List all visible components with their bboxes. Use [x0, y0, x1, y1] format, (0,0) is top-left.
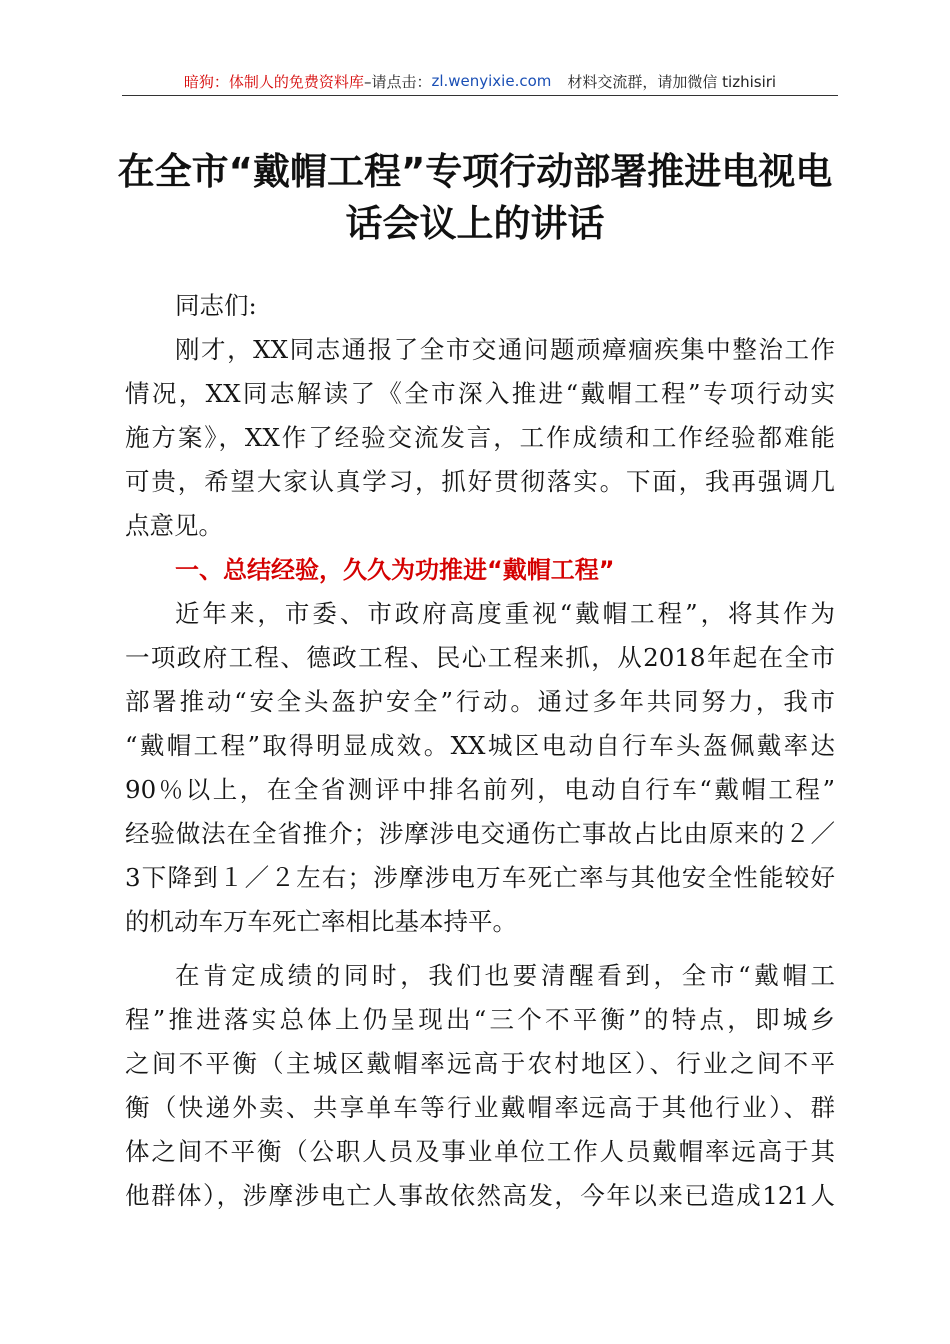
paragraph-line: 3下降到１／２左右；涉摩涉电万车死亡率与其他安全性能较好 [125, 863, 835, 892]
paragraph-line: 程”推进落实总体上仍呈现出“三个不平衡”的特点，即城乡 [125, 1005, 835, 1034]
paragraph-1 [125, 328, 835, 548]
header-wechat-note: 材料交流群，请加微信 tizhisiri [567, 72, 777, 91]
paragraph-line: 经验做法在全省推介；涉摩涉电交通伤亡事故占比由原来的２／ [125, 819, 835, 848]
header-brand: 暗狗：体制人的免费资料库 [183, 72, 364, 91]
paragraph-line: 90％以上，在全省测评中排名前列，电动自行车“戴帽工程” [125, 775, 835, 804]
page-header [122, 68, 838, 94]
paragraph-line: 点意见。 [125, 511, 223, 540]
paragraph-line: 衡（快递外卖、共享单车等行业戴帽率远高于其他行业）、群 [125, 1093, 835, 1122]
paragraph-line: 部署推动“安全头盔护安全”行动。通过多年共同努力，我市 [125, 687, 835, 716]
title-line-2: 话会议上的讲话 [345, 202, 605, 245]
paragraph-line: 体之间不平衡（公职人员及事业单位工作人员戴帽率远高于其 [125, 1137, 835, 1166]
document-body [125, 284, 835, 1218]
paragraph-2 [125, 592, 835, 944]
paragraph-line: 的机动车万车死亡率相比基本持平。 [125, 907, 517, 936]
paragraph-line: 之间不平衡（主城区戴帽率远高于农村地区）、行业之间不平 [125, 1049, 835, 1078]
title-line-1: 在全市“戴帽工程”专项行动部署推进电视电 [117, 150, 833, 193]
paragraph-line: 情况，XX同志解读了《全市深入推进“戴帽工程”专项行动实 [125, 379, 835, 408]
header-url-link[interactable]: zl.wenyixie.com [431, 72, 552, 90]
paragraph-line: 刚才，XX同志通报了全市交通问题顽瘴痼疾集中整治工作 [175, 335, 835, 364]
paragraph-line: 近年来，市委、市政府高度重视“戴帽工程”，将其作为 [175, 599, 835, 628]
salutation: 同志们: [175, 291, 257, 320]
paragraph-line: 可贵，希望大家认真学习，抓好贯彻落实。下面，我再强调几 [125, 467, 835, 496]
paragraph-line: “戴帽工程”取得明显成效。XX城区电动自行车头盔佩戴率达 [125, 731, 835, 760]
section-heading-1: 一、总结经验，久久为功推进“戴帽工程” [175, 556, 615, 584]
header-click-prompt: –请点击： [363, 72, 432, 91]
paragraph-3 [125, 954, 835, 1218]
paragraph-spacer [125, 944, 835, 954]
paragraph-line: 在肯定成绩的同时，我们也要清醒看到，全市“戴帽工 [175, 961, 835, 990]
header-divider [122, 95, 838, 96]
paragraph-line: 他群体），涉摩涉电亡人事故依然高发，今年以来已造成121人 [125, 1181, 835, 1210]
paragraph-line: 一项政府工程、德政工程、民心工程来抓，从2018年起在全市 [125, 643, 835, 672]
paragraph-line: 施方案》，XX作了经验交流发言，工作成绩和工作经验都难能 [125, 423, 835, 452]
document-title [110, 146, 840, 250]
